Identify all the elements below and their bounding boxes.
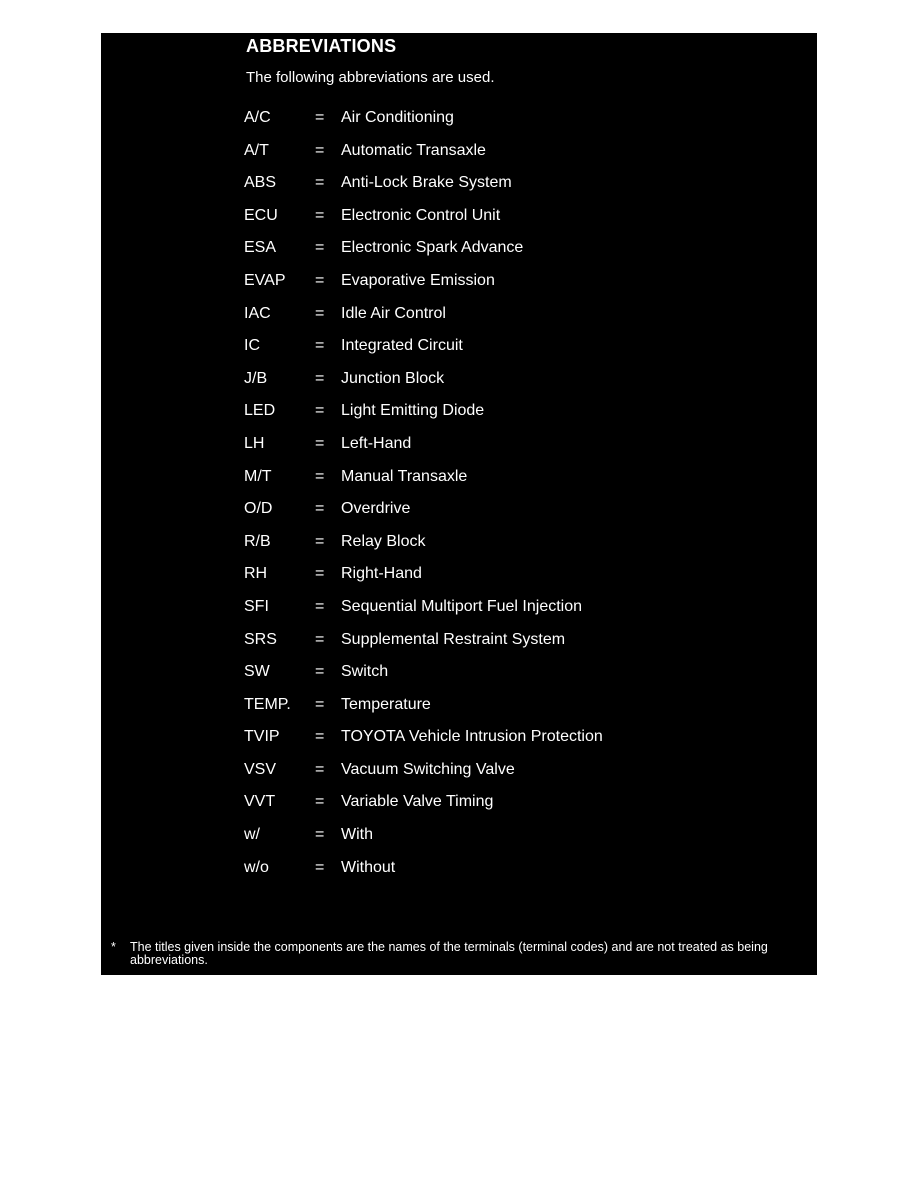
list-item [244,337,804,370]
abbreviations-panel [101,33,817,975]
abbreviation-term: TEMP. [244,695,291,713]
list-item [244,435,804,468]
list-item [244,109,804,142]
footnote-text: The titles given inside the components are the names of the terminals (terminal codes) and are not treated as being abbreviations. [130,940,768,967]
abbreviation-list [244,109,804,891]
abbreviation-term: LED [244,402,276,420]
equals-sign: = [315,271,325,289]
list-item [244,402,804,435]
list-item [244,728,804,761]
equals-sign: = [315,695,325,713]
equals-sign: = [315,402,325,420]
abbreviation-term: R/B [244,532,271,550]
abbreviation-meaning: Sequential Multiport Fuel Injection [341,597,583,615]
equals-sign: = [315,434,325,452]
equals-sign: = [315,304,325,322]
footnote-marker: * [111,940,116,954]
abbreviation-meaning: Switch [341,663,389,681]
equals-sign: = [315,630,325,648]
equals-sign: = [315,728,325,746]
abbreviation-meaning: Anti-Lock Brake System [341,174,512,192]
equals-sign: = [315,663,325,681]
abbreviation-term: IAC [244,304,271,322]
abbreviation-term: A/C [244,109,271,126]
abbreviation-meaning: Without [341,858,396,876]
equals-sign: = [315,532,325,550]
abbreviation-term: O/D [244,500,273,518]
list-item [244,533,804,566]
abbreviation-term: VSV [244,760,277,778]
list-item [244,174,804,207]
list-item [244,663,804,696]
abbreviation-term: SRS [244,630,277,648]
abbreviation-term: VVT [244,793,276,811]
page-title: ABBREVIATIONS [246,36,397,56]
equals-sign: = [315,826,325,844]
abbreviation-meaning: Air Conditioning [341,109,454,126]
list-item [244,207,804,240]
abbreviation-term: M/T [244,467,272,485]
abbreviation-meaning: Right-Hand [341,565,422,583]
abbreviation-term: LH [244,434,265,452]
abbreviation-meaning: Overdrive [341,500,411,518]
abbreviation-meaning: Left-Hand [341,434,412,452]
equals-sign: = [315,206,325,224]
equals-sign: = [315,109,325,126]
list-item [244,370,804,403]
list-item [244,631,804,664]
abbreviation-term: J/B [244,369,268,387]
list-item [244,598,804,631]
abbreviation-term: w/ [244,826,260,844]
abbreviation-meaning: With [341,826,373,844]
list-item [244,468,804,501]
list-item [244,761,804,794]
list-item [244,272,804,305]
abbreviation-meaning: Manual Transaxle [341,467,468,485]
abbreviation-term: EVAP [244,271,286,289]
abbreviation-term: ABS [244,174,277,192]
abbreviation-meaning: Evaporative Emission [341,271,495,289]
equals-sign: = [315,467,325,485]
abbreviation-term: SW [244,663,270,681]
equals-sign: = [315,858,325,876]
equals-sign: = [315,565,325,583]
abbreviation-term: A/T [244,141,269,159]
abbreviation-meaning: Supplemental Restraint System [341,630,566,648]
equals-sign: = [315,141,325,159]
equals-sign: = [315,793,325,811]
list-item [244,500,804,533]
abbreviation-term: RH [244,565,268,583]
list-item [244,305,804,338]
equals-sign: = [315,760,325,778]
abbreviation-meaning: Relay Block [341,532,426,550]
abbreviation-meaning: Junction Block [341,369,445,387]
abbreviation-meaning: Electronic Control Unit [341,206,501,224]
equals-sign: = [315,174,325,192]
equals-sign: = [315,369,325,387]
abbreviation-meaning: TOYOTA Vehicle Intrusion Protection [341,728,603,746]
list-item [244,565,804,598]
abbreviation-meaning: Vacuum Switching Valve [341,760,515,778]
abbreviation-meaning: Variable Valve Timing [341,793,494,811]
abbreviation-term: SFI [244,597,269,615]
equals-sign: = [315,239,325,257]
abbreviation-meaning: Electronic Spark Advance [341,239,524,257]
abbreviation-term: ESA [244,239,277,257]
list-item [244,696,804,729]
intro-text: The following abbreviations are used. [246,69,495,86]
list-item [244,793,804,826]
list-item [244,142,804,175]
abbreviation-meaning: Temperature [341,695,431,713]
abbreviation-meaning: Light Emitting Diode [341,402,485,420]
abbreviation-meaning: Idle Air Control [341,304,446,322]
list-item [244,239,804,272]
abbreviation-term: ECU [244,206,278,224]
abbreviation-meaning: Integrated Circuit [341,337,463,355]
equals-sign: = [315,597,325,615]
list-item [244,859,804,892]
abbreviation-term: TVIP [244,728,280,746]
abbreviation-term: w/o [244,858,269,876]
abbreviation-term: IC [244,337,260,355]
abbreviation-meaning: Automatic Transaxle [341,141,486,159]
equals-sign: = [315,500,325,518]
equals-sign: = [315,337,325,355]
list-item [244,826,804,859]
